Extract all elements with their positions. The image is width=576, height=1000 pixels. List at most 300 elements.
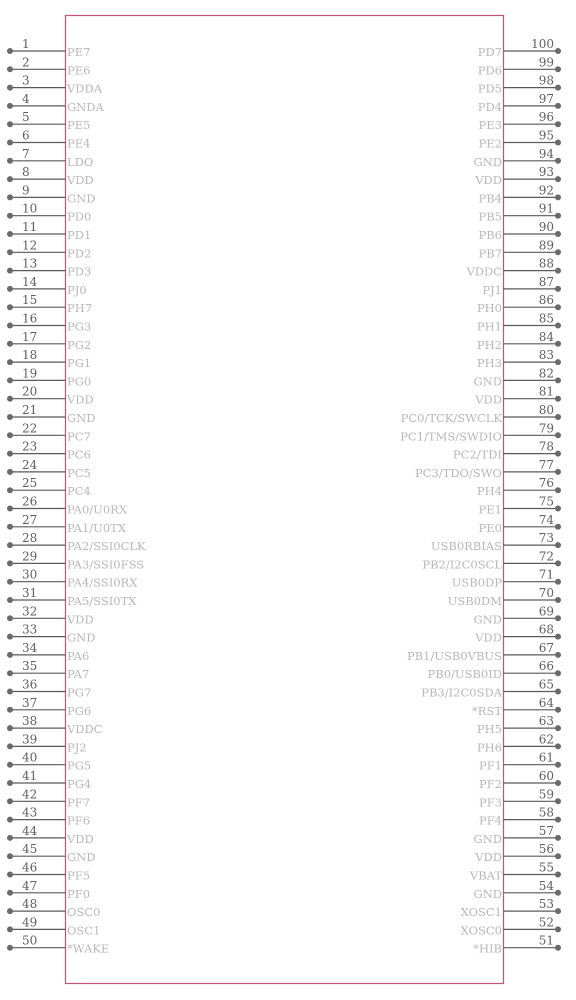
pin-name: GND bbox=[67, 850, 96, 865]
pin-endpoint-dot bbox=[555, 487, 561, 493]
pin-endpoint-dot bbox=[555, 469, 561, 475]
pin-name: PB1/USB0VBUS bbox=[406, 648, 502, 663]
pin-endpoint-dot bbox=[555, 762, 561, 768]
pin-number: 28 bbox=[22, 531, 38, 546]
pin-name: PE3 bbox=[478, 118, 502, 133]
pin-number: 6 bbox=[22, 128, 30, 143]
pin-number: 75 bbox=[538, 494, 554, 509]
pin-name: VDDA bbox=[67, 81, 103, 96]
pin-number: 60 bbox=[538, 769, 554, 783]
pin-name: GND bbox=[473, 831, 502, 846]
pin-endpoint-dot bbox=[7, 945, 13, 951]
pin-number: 51 bbox=[538, 933, 554, 948]
pin-endpoint-dot bbox=[555, 579, 561, 585]
pin-endpoint-dot bbox=[7, 66, 13, 72]
pin-number: 97 bbox=[538, 91, 554, 106]
pin-name: PG2 bbox=[67, 337, 92, 352]
pin-endpoint-dot bbox=[555, 451, 561, 457]
pin-name: PF5 bbox=[67, 868, 91, 883]
pin-number: 98 bbox=[538, 73, 554, 88]
pin-name: PJ0 bbox=[67, 282, 87, 297]
pin-number: 53 bbox=[538, 897, 554, 912]
pin-number: 3 bbox=[22, 73, 30, 88]
pin-name: PC7 bbox=[67, 429, 91, 444]
pin-number: 57 bbox=[538, 823, 554, 838]
pin-name: PD0 bbox=[67, 209, 92, 224]
pin-name: PC0/TCK/SWCLK bbox=[400, 411, 502, 425]
pin-endpoint-dot bbox=[7, 140, 13, 146]
pin-endpoint-dot bbox=[555, 103, 561, 109]
pin-number: 86 bbox=[538, 293, 554, 308]
pin-name: PC3/TDO/SWO bbox=[414, 465, 502, 480]
pin-endpoint-dot bbox=[7, 249, 13, 255]
pin-number: 50 bbox=[22, 933, 38, 948]
pin-name: PG0 bbox=[67, 374, 92, 389]
pin-number: 76 bbox=[538, 476, 554, 491]
pin-endpoint-dot bbox=[7, 634, 13, 640]
pin-endpoint-dot bbox=[555, 414, 561, 420]
pin-number: 9 bbox=[22, 183, 30, 198]
pin-number: 30 bbox=[22, 567, 38, 582]
pin-name: *WAKE bbox=[67, 941, 110, 956]
pin-name: PG7 bbox=[67, 685, 92, 700]
pin-endpoint-dot bbox=[555, 286, 561, 292]
pin-name: USB0DM bbox=[447, 594, 502, 608]
pin-name: OSC0 bbox=[67, 905, 101, 920]
pin-name: VDDC bbox=[466, 264, 502, 279]
pin-number: 37 bbox=[22, 695, 38, 710]
pin-number: 66 bbox=[538, 659, 554, 674]
pin-name: PF3 bbox=[478, 795, 502, 810]
pin-name: OSC1 bbox=[67, 923, 101, 938]
pin-number: 47 bbox=[22, 878, 38, 893]
pin-endpoint-dot bbox=[7, 213, 13, 219]
pin-name: PA7 bbox=[67, 667, 90, 682]
pin-number: 2 bbox=[22, 55, 30, 70]
pin-number: 78 bbox=[538, 439, 554, 454]
pin-name: XOSC1 bbox=[460, 905, 502, 920]
pin-name: VDD bbox=[67, 831, 94, 846]
pin-endpoint-dot bbox=[7, 743, 13, 749]
pin-endpoint-dot bbox=[7, 414, 13, 420]
pin-endpoint-dot bbox=[555, 725, 561, 731]
pin-endpoint-dot bbox=[7, 615, 13, 621]
pin-name: VDD bbox=[475, 630, 502, 645]
pin-number: 90 bbox=[538, 220, 554, 234]
pin-name: PA3/SSI0FSS bbox=[67, 557, 145, 572]
pin-endpoint-dot bbox=[555, 945, 561, 951]
pin-endpoint-dot bbox=[7, 890, 13, 896]
pin-number: 31 bbox=[22, 586, 38, 600]
left-pin bbox=[7, 37, 90, 59]
pin-number: 1 bbox=[22, 37, 30, 51]
pin-name: PC1/TMS/SWDIO bbox=[400, 429, 502, 444]
pin-name: PA2/SSI0CLK bbox=[67, 539, 146, 554]
pin-endpoint-dot bbox=[7, 158, 13, 164]
pin-endpoint-dot bbox=[7, 597, 13, 603]
pin-endpoint-dot bbox=[555, 615, 561, 621]
pin-name: PE7 bbox=[67, 45, 91, 59]
pin-name: PE5 bbox=[67, 118, 91, 133]
pin-number: 40 bbox=[22, 750, 38, 765]
pin-name: VDD bbox=[67, 173, 94, 188]
pin-number: 55 bbox=[538, 860, 554, 875]
pin-number: 35 bbox=[22, 659, 38, 674]
pin-number: 92 bbox=[538, 183, 554, 198]
pin-name: PG4 bbox=[67, 777, 92, 791]
pin-name: PD2 bbox=[67, 246, 92, 261]
pin-name: PA5/SSI0TX bbox=[67, 594, 137, 608]
pin-number: 87 bbox=[538, 274, 554, 289]
pin-name: PE0 bbox=[478, 520, 502, 535]
pin-endpoint-dot bbox=[555, 634, 561, 640]
pin-endpoint-dot bbox=[7, 432, 13, 438]
pin-number: 80 bbox=[538, 403, 554, 417]
pin-number: 41 bbox=[22, 769, 38, 783]
pin-endpoint-dot bbox=[7, 487, 13, 493]
pin-endpoint-dot bbox=[555, 341, 561, 347]
pin-endpoint-dot bbox=[7, 908, 13, 914]
pin-number: 49 bbox=[22, 915, 38, 930]
pin-name: GND bbox=[473, 374, 502, 389]
pin-endpoint-dot bbox=[555, 670, 561, 676]
pin-endpoint-dot bbox=[7, 926, 13, 932]
pin-name: PH7 bbox=[67, 301, 93, 316]
pin-endpoint-dot bbox=[7, 451, 13, 457]
pin-number: 88 bbox=[538, 256, 554, 271]
pin-name: PE6 bbox=[67, 63, 91, 78]
pin-number: 8 bbox=[22, 165, 30, 180]
pin-endpoint-dot bbox=[555, 506, 561, 512]
pin-name: PB2/I2C0SCL bbox=[422, 557, 502, 572]
pin-endpoint-dot bbox=[7, 48, 13, 54]
pin-number: 85 bbox=[538, 311, 554, 326]
pin-endpoint-dot bbox=[555, 323, 561, 329]
pin-name: PD3 bbox=[67, 264, 92, 279]
pin-name: PD1 bbox=[67, 228, 92, 242]
pin-number: 36 bbox=[22, 677, 38, 692]
pin-endpoint-dot bbox=[7, 85, 13, 91]
pin-name: PF1 bbox=[478, 758, 502, 773]
pin-endpoint-dot bbox=[7, 121, 13, 127]
pin-name: *RST bbox=[472, 703, 502, 718]
pin-endpoint-dot bbox=[555, 158, 561, 164]
pin-endpoint-dot bbox=[555, 85, 561, 91]
pin-number: 95 bbox=[538, 128, 554, 143]
pin-name: GNDA bbox=[67, 99, 104, 114]
pin-name: GND bbox=[473, 886, 502, 901]
pin-number: 91 bbox=[538, 201, 554, 216]
pin-number: 12 bbox=[22, 238, 38, 253]
pin-number: 14 bbox=[22, 274, 38, 289]
pin-name: USB0RBIAS bbox=[430, 539, 502, 554]
pin-name: PA0/U0RX bbox=[67, 502, 128, 517]
pin-name: PE2 bbox=[478, 136, 502, 151]
pin-name: PC2/TDI bbox=[452, 447, 502, 462]
pin-endpoint-dot bbox=[555, 140, 561, 146]
pin-endpoint-dot bbox=[7, 835, 13, 841]
pin-endpoint-dot bbox=[7, 286, 13, 292]
pin-name: PH2 bbox=[476, 337, 502, 352]
pin-number: 15 bbox=[22, 293, 38, 308]
pin-endpoint-dot bbox=[7, 194, 13, 200]
pin-number: 77 bbox=[538, 457, 554, 472]
pin-endpoint-dot bbox=[7, 323, 13, 329]
pin-number: 17 bbox=[22, 329, 38, 344]
pin-endpoint-dot bbox=[7, 176, 13, 182]
pin-name: PE1 bbox=[478, 502, 502, 517]
pin-name: VDDC bbox=[67, 722, 103, 737]
pin-endpoint-dot bbox=[7, 817, 13, 823]
pin-number: 82 bbox=[538, 366, 554, 381]
pin-number: 29 bbox=[22, 549, 38, 564]
pin-endpoint-dot bbox=[555, 597, 561, 603]
pin-number: 18 bbox=[22, 348, 38, 363]
pin-endpoint-dot bbox=[555, 560, 561, 566]
pin-endpoint-dot bbox=[7, 469, 13, 475]
pin-endpoint-dot bbox=[555, 926, 561, 932]
pin-number: 10 bbox=[22, 201, 38, 216]
pin-name: PH6 bbox=[476, 740, 502, 755]
pin-name: PG5 bbox=[67, 758, 92, 773]
pin-endpoint-dot bbox=[555, 542, 561, 548]
pin-name: LDO bbox=[67, 154, 94, 169]
pin-number: 27 bbox=[22, 512, 38, 527]
pin-endpoint-dot bbox=[7, 560, 13, 566]
pin-number: 32 bbox=[22, 604, 38, 619]
pin-number: 74 bbox=[538, 512, 554, 527]
pin-name: PB4 bbox=[478, 191, 502, 206]
pin-endpoint-dot bbox=[555, 798, 561, 804]
pin-number: 23 bbox=[22, 439, 38, 454]
pin-endpoint-dot bbox=[7, 725, 13, 731]
pin-number: 45 bbox=[22, 842, 38, 857]
pin-endpoint-dot bbox=[555, 432, 561, 438]
pin-name: VDD bbox=[67, 392, 94, 407]
pin-endpoint-dot bbox=[7, 853, 13, 859]
pin-name: PC5 bbox=[67, 465, 91, 480]
right-pin-group bbox=[400, 37, 561, 956]
pin-name: PB3/I2C0SDA bbox=[421, 685, 502, 700]
pin-name: PH4 bbox=[476, 484, 502, 499]
pin-number: 7 bbox=[22, 146, 30, 161]
pin-endpoint-dot bbox=[555, 66, 561, 72]
pin-name: *HIB bbox=[473, 941, 502, 956]
pin-number: 33 bbox=[22, 622, 38, 637]
pin-name: PG3 bbox=[67, 319, 92, 334]
pin-number: 61 bbox=[538, 750, 554, 765]
pin-endpoint-dot bbox=[555, 524, 561, 530]
pin-number: 42 bbox=[22, 787, 38, 802]
pin-endpoint-dot bbox=[555, 231, 561, 237]
pin-number: 100 bbox=[531, 37, 554, 51]
pin-number: 20 bbox=[22, 384, 38, 399]
pin-endpoint-dot bbox=[7, 341, 13, 347]
pin-number: 58 bbox=[538, 805, 554, 820]
pin-number: 73 bbox=[538, 531, 554, 546]
pin-number: 83 bbox=[538, 348, 554, 363]
pin-number: 93 bbox=[538, 165, 554, 180]
pin-name: PA4/SSI0RX bbox=[67, 575, 138, 590]
pin-number: 67 bbox=[538, 640, 554, 655]
pin-number: 52 bbox=[538, 915, 554, 930]
pin-name: GND bbox=[67, 411, 96, 425]
pin-endpoint-dot bbox=[7, 268, 13, 274]
pin-endpoint-dot bbox=[7, 377, 13, 383]
pin-endpoint-dot bbox=[7, 762, 13, 768]
pin-name: PD7 bbox=[477, 45, 502, 59]
pin-name: PD5 bbox=[477, 81, 502, 96]
pin-number: 21 bbox=[22, 403, 38, 417]
pin-number: 79 bbox=[538, 421, 554, 436]
pin-name: GND bbox=[67, 191, 96, 206]
pin-endpoint-dot bbox=[555, 817, 561, 823]
pin-endpoint-dot bbox=[7, 780, 13, 786]
pin-endpoint-dot bbox=[555, 268, 561, 274]
pin-number: 65 bbox=[538, 677, 554, 692]
pin-name: PF4 bbox=[478, 813, 502, 828]
pin-name: USB0DP bbox=[451, 575, 502, 590]
pin-number: 69 bbox=[538, 604, 554, 619]
pin-name: PA6 bbox=[67, 648, 90, 663]
pin-name: PD4 bbox=[477, 99, 502, 114]
pin-number: 26 bbox=[22, 494, 38, 509]
pin-number: 11 bbox=[22, 220, 38, 234]
pin-endpoint-dot bbox=[555, 835, 561, 841]
pin-name: PJ2 bbox=[67, 740, 87, 755]
pin-name: PB5 bbox=[478, 209, 502, 224]
pin-endpoint-dot bbox=[555, 890, 561, 896]
pin-endpoint-dot bbox=[7, 524, 13, 530]
pin-number: 5 bbox=[22, 110, 30, 125]
pin-endpoint-dot bbox=[7, 359, 13, 365]
pin-number: 99 bbox=[538, 55, 554, 70]
pin-endpoint-dot bbox=[555, 213, 561, 219]
component-body bbox=[66, 16, 504, 984]
pin-number: 72 bbox=[538, 549, 554, 564]
pin-endpoint-dot bbox=[555, 652, 561, 658]
pin-endpoint-dot bbox=[555, 689, 561, 695]
pin-name: PB6 bbox=[478, 228, 502, 242]
pin-name: GND bbox=[67, 630, 96, 645]
pin-name: PC6 bbox=[67, 447, 91, 462]
pin-number: 54 bbox=[538, 878, 554, 893]
pin-number: 68 bbox=[538, 622, 554, 637]
pin-endpoint-dot bbox=[7, 103, 13, 109]
pin-endpoint-dot bbox=[7, 689, 13, 695]
pin-endpoint-dot bbox=[7, 579, 13, 585]
pin-name: GND bbox=[473, 154, 502, 169]
pin-number: 4 bbox=[22, 91, 30, 106]
pin-endpoint-dot bbox=[7, 798, 13, 804]
pin-number: 38 bbox=[22, 714, 38, 729]
pin-name: PG6 bbox=[67, 703, 92, 718]
pin-name: PA1/U0TX bbox=[67, 520, 127, 535]
pin-endpoint-dot bbox=[555, 908, 561, 914]
pin-name: PH1 bbox=[476, 319, 502, 334]
pin-name: PJ1 bbox=[482, 282, 502, 297]
pin-endpoint-dot bbox=[555, 48, 561, 54]
pin-number: 43 bbox=[22, 805, 38, 820]
pin-number: 13 bbox=[22, 256, 38, 271]
pin-number: 70 bbox=[538, 586, 554, 600]
pin-name: PH0 bbox=[476, 301, 502, 316]
pin-endpoint-dot bbox=[555, 121, 561, 127]
pin-name: PD6 bbox=[477, 63, 502, 78]
pin-endpoint-dot bbox=[7, 506, 13, 512]
pin-number: 39 bbox=[22, 732, 38, 747]
pin-endpoint-dot bbox=[555, 194, 561, 200]
pin-name: PH3 bbox=[476, 356, 502, 371]
pin-number: 25 bbox=[22, 476, 38, 491]
pin-name: PB7 bbox=[478, 246, 502, 261]
pin-number: 63 bbox=[538, 714, 554, 729]
pin-name: PE4 bbox=[67, 136, 91, 151]
pin-endpoint-dot bbox=[7, 872, 13, 878]
pin-name: PG1 bbox=[67, 356, 92, 371]
pin-name: PF6 bbox=[67, 813, 91, 828]
pin-endpoint-dot bbox=[7, 396, 13, 402]
pin-number: 59 bbox=[538, 787, 554, 802]
pin-number: 84 bbox=[538, 329, 554, 344]
pin-name: VBAT bbox=[469, 868, 502, 883]
pin-endpoint-dot bbox=[7, 231, 13, 237]
pin-number: 89 bbox=[538, 238, 554, 253]
pin-name: PF7 bbox=[67, 795, 91, 810]
pin-endpoint-dot bbox=[555, 743, 561, 749]
pin-endpoint-dot bbox=[555, 359, 561, 365]
pin-number: 46 bbox=[22, 860, 38, 875]
pin-number: 81 bbox=[538, 384, 554, 399]
pin-endpoint-dot bbox=[555, 853, 561, 859]
pin-endpoint-dot bbox=[7, 707, 13, 713]
pin-name: GND bbox=[473, 612, 502, 627]
pin-number: 16 bbox=[22, 311, 38, 326]
pin-name: PF2 bbox=[478, 777, 502, 791]
pin-number: 44 bbox=[22, 823, 38, 838]
pin-number: 48 bbox=[22, 897, 38, 912]
pin-endpoint-dot bbox=[555, 176, 561, 182]
pin-number: 64 bbox=[538, 695, 554, 710]
pin-endpoint-dot bbox=[555, 249, 561, 255]
pin-endpoint-dot bbox=[555, 872, 561, 878]
left-pin-group bbox=[7, 37, 146, 956]
pin-endpoint-dot bbox=[7, 652, 13, 658]
pin-number: 94 bbox=[538, 146, 554, 161]
pin-number: 19 bbox=[22, 366, 38, 381]
pin-number: 96 bbox=[538, 110, 554, 125]
pin-number: 24 bbox=[22, 457, 38, 472]
pin-number: 34 bbox=[22, 640, 38, 655]
pin-name: VDD bbox=[475, 392, 502, 407]
pin-name: VDD bbox=[475, 850, 502, 865]
pin-endpoint-dot bbox=[555, 396, 561, 402]
pin-endpoint-dot bbox=[7, 670, 13, 676]
pin-endpoint-dot bbox=[555, 780, 561, 786]
pin-endpoint-dot bbox=[555, 304, 561, 310]
pin-name: PC4 bbox=[67, 484, 91, 499]
pin-endpoint-dot bbox=[7, 542, 13, 548]
pin-number: 71 bbox=[538, 567, 554, 582]
pin-name: XOSC0 bbox=[460, 923, 502, 938]
pin-endpoint-dot bbox=[555, 707, 561, 713]
pin-endpoint-dot bbox=[7, 304, 13, 310]
pin-name: VDD bbox=[67, 612, 94, 627]
pin-number: 56 bbox=[538, 842, 554, 857]
pin-number: 62 bbox=[538, 732, 554, 747]
pin-endpoint-dot bbox=[555, 377, 561, 383]
pin-number: 22 bbox=[22, 421, 38, 436]
